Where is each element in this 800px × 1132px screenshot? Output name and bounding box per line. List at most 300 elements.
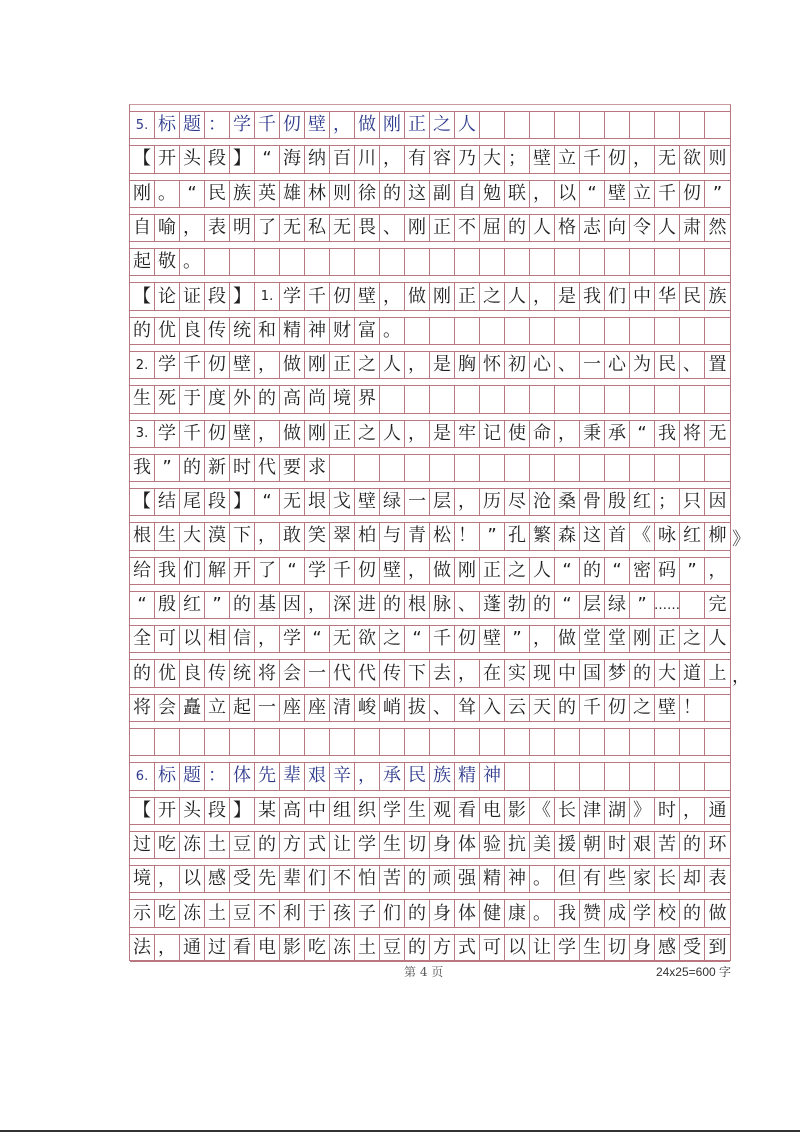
grid-cell: 现 <box>530 660 555 686</box>
grid-cell: 电 <box>480 798 505 824</box>
grid-cell: 实 <box>505 660 530 686</box>
text-row <box>130 414 730 448</box>
grid-cell: 青 <box>405 523 430 549</box>
grid-cell: 湖 <box>605 798 630 824</box>
grid-cell: 传 <box>380 660 405 686</box>
text-row <box>130 482 730 516</box>
grid-cell: 是 <box>430 352 455 378</box>
grid-cell: ， <box>405 352 430 378</box>
grid-cell: 殷 <box>605 489 630 515</box>
grid-cell: 过 <box>130 832 155 858</box>
grid-cell <box>380 249 405 275</box>
grid-cell: 正 <box>430 215 455 241</box>
grid-cell: ， <box>255 352 280 378</box>
grid-cell <box>605 112 630 138</box>
grid-cell <box>455 386 480 412</box>
grid-cell: 组 <box>330 798 355 824</box>
grid-cell: 屈 <box>480 215 505 241</box>
grid-cell: ， <box>305 592 330 618</box>
grid-cell: 进 <box>355 592 380 618</box>
grid-cell <box>380 455 405 481</box>
grid-cell: 人 <box>530 215 555 241</box>
row-cells <box>130 866 730 893</box>
row-spacer-strip <box>130 551 730 558</box>
grid-cell <box>305 249 330 275</box>
grid-cell: 身 <box>630 935 655 961</box>
grid-cell <box>555 729 580 755</box>
grid-cell: 标 <box>155 112 180 138</box>
grid-cell: 红 <box>180 592 205 618</box>
grid-cell: 然 <box>708 216 727 238</box>
grid-cell: 肃 <box>680 215 705 241</box>
grid-cell: 吃 <box>155 832 180 858</box>
grid-cell: ； <box>505 146 530 172</box>
grid-cell: ， <box>155 935 180 961</box>
grid-cell: 解 <box>205 558 230 584</box>
grid-cell: 时 <box>655 798 680 824</box>
grid-cell: 抗 <box>505 832 530 858</box>
grid-cell: 起 <box>130 249 155 275</box>
grid-cell <box>530 318 555 344</box>
grid-cell: 柏 <box>355 523 380 549</box>
grid-cell: 森 <box>555 523 580 549</box>
grid-cell <box>605 763 630 789</box>
grid-cell: 生 <box>130 386 155 412</box>
grid-cell: “ <box>630 421 655 447</box>
grid-cell <box>580 318 605 344</box>
grid-cell: 高 <box>280 386 305 412</box>
text-row <box>130 242 730 276</box>
grid-cell: 方 <box>280 832 305 858</box>
grid-cell: 人 <box>380 352 405 378</box>
grid-cell: 雄 <box>280 181 305 207</box>
text-row <box>130 893 730 927</box>
grid-cell <box>405 455 430 481</box>
grid-cell: 戈 <box>330 489 355 515</box>
grid-cell: 民 <box>405 763 430 789</box>
grid-cell: 土 <box>205 900 230 926</box>
grid-cell: 刚 <box>405 215 430 241</box>
row-spacer-strip <box>130 585 730 592</box>
grid-cell: 将 <box>680 421 705 447</box>
row-cells <box>130 763 730 790</box>
grid-cell: 百 <box>330 146 355 172</box>
grid-cell: 们 <box>305 866 330 892</box>
grid-cell: 【 <box>130 489 155 515</box>
grid-cell <box>680 112 705 138</box>
grid-cell: 无 <box>708 422 727 444</box>
grid-cell: 将 <box>255 660 280 686</box>
grid-cell: 学 <box>155 352 180 378</box>
grid-cell: 族 <box>708 285 727 307</box>
grid-cell: 受 <box>680 935 705 961</box>
grid-cell: 】 <box>230 798 255 824</box>
row-spacer-strip <box>130 345 730 352</box>
grid-cell <box>530 112 555 138</box>
row-cells <box>130 626 730 653</box>
grid-cell: ： <box>205 763 230 789</box>
grid-cell: 利 <box>280 900 305 926</box>
grid-cell: “ <box>255 146 280 172</box>
grid-cell: 绿 <box>605 592 630 618</box>
grid-cell: 族 <box>230 181 255 207</box>
grid-cell: 上 <box>708 662 727 684</box>
grid-cell: 、 <box>555 352 580 378</box>
grid-cell: 首 <box>605 523 630 549</box>
grid-cell: 吃 <box>305 935 330 961</box>
grid-cell: 康 <box>505 900 530 926</box>
grid-cell: 的 <box>530 592 555 618</box>
grid-cell: 以 <box>180 626 205 652</box>
row-cells <box>130 489 730 516</box>
grid-cell: 到 <box>708 936 727 958</box>
grid-cell: 们 <box>180 558 205 584</box>
grid-cell: 体 <box>230 763 255 789</box>
grid-cell <box>605 249 630 275</box>
grid-cell: 向 <box>605 215 630 241</box>
grid-cell: 座 <box>280 695 305 721</box>
text-row <box>130 311 730 345</box>
grid-cell: 承 <box>380 763 405 789</box>
grid-cell: 云 <box>505 695 530 721</box>
grid-cell: 看 <box>230 935 255 961</box>
grid-cell <box>705 318 730 344</box>
grid-cell: 的 <box>405 866 430 892</box>
row-cells <box>130 832 730 859</box>
grid-cell: 红 <box>680 523 705 549</box>
grid-cell: 漠 <box>205 523 230 549</box>
grid-cell <box>430 729 455 755</box>
grid-cell: 援 <box>555 832 580 858</box>
grid-cell: 辛 <box>330 763 355 789</box>
grid-cell: 过 <box>205 935 230 961</box>
grid-cell: ， <box>355 763 380 789</box>
grid-cell: 私 <box>305 215 330 241</box>
grid-cell: 开 <box>155 146 180 172</box>
grid-cell: 学 <box>630 900 655 926</box>
grid-cell <box>580 112 605 138</box>
grid-cell: 学 <box>280 626 305 652</box>
grid-cell: 3. <box>130 421 155 447</box>
grid-cell: 证 <box>180 283 205 309</box>
grid-cell: ” <box>155 455 180 481</box>
grid-cell: 为 <box>630 352 655 378</box>
grid-cell: 、 <box>680 352 705 378</box>
grid-cell <box>455 318 480 344</box>
grid-cell: 身 <box>430 832 455 858</box>
grid-cell: 刚 <box>305 352 330 378</box>
grid-cell: 深 <box>330 592 355 618</box>
row-spacer-strip <box>130 653 730 660</box>
grid-cell: 可 <box>155 626 180 652</box>
grid-cell: 尾 <box>180 489 205 515</box>
grid-cell: 以 <box>505 935 530 961</box>
grid-cell: 们 <box>605 283 630 309</box>
grid-cell: 这 <box>405 181 430 207</box>
grid-cell: 正 <box>405 112 430 138</box>
grid-cell: “ <box>180 181 205 207</box>
row-cells <box>130 181 730 208</box>
text-row <box>130 722 730 756</box>
grid-cell: 千 <box>580 695 605 721</box>
grid-cell: 千 <box>180 352 205 378</box>
grid-cell: 切 <box>605 935 630 961</box>
row-spacer-strip <box>130 379 730 386</box>
row-spacer-strip <box>130 242 730 249</box>
grid-cell: 头 <box>180 798 205 824</box>
grid-cell <box>605 318 630 344</box>
grid-cell: 中 <box>630 283 655 309</box>
grid-cell: “ <box>605 558 630 584</box>
grid-cell <box>655 386 680 412</box>
grid-cell: 感 <box>655 935 680 961</box>
grid-cell: 勃 <box>505 592 530 618</box>
row-cells <box>130 798 730 825</box>
row-cells <box>130 421 730 448</box>
grid-cell: 财 <box>330 318 355 344</box>
grid-cell <box>505 386 530 412</box>
grid-cell: 自 <box>130 215 155 241</box>
grid-cell: 完 <box>708 594 727 616</box>
grid-cell: 仞 <box>330 283 355 309</box>
grid-cell <box>480 455 505 481</box>
grid-cell: 欲 <box>680 146 705 172</box>
grid-cell: 密 <box>630 558 655 584</box>
grid-cell: 的 <box>505 215 530 241</box>
row-spacer-strip <box>130 688 730 695</box>
grid-cell <box>555 386 580 412</box>
grid-cell: 织 <box>355 798 380 824</box>
grid-cell: 勉 <box>480 181 505 207</box>
grid-cell: 头 <box>180 146 205 172</box>
grid-cell: 神 <box>505 866 530 892</box>
grid-cell: 则 <box>330 181 355 207</box>
grid-cell: 生 <box>405 798 430 824</box>
grid-cell: 统 <box>230 318 255 344</box>
grid-cell <box>255 729 280 755</box>
grid-cell: 们 <box>380 900 405 926</box>
grid-cell: 无 <box>280 215 305 241</box>
grid-cell: 学 <box>230 112 255 138</box>
grid-cell: 敢 <box>280 523 305 549</box>
grid-cell: 标 <box>155 763 180 789</box>
grid-cell <box>405 386 430 412</box>
grid-cell <box>655 763 680 789</box>
grid-cell: 人 <box>455 112 480 138</box>
grid-cell: 开 <box>155 798 180 824</box>
grid-cell: 层 <box>580 592 605 618</box>
grid-cell: 良 <box>180 318 205 344</box>
grid-cell: 之 <box>355 421 380 447</box>
grid-cell <box>655 318 680 344</box>
grid-cell: 成 <box>605 900 630 926</box>
grid-cell: 自 <box>455 181 480 207</box>
grid-cell <box>205 249 230 275</box>
grid-cell: 身 <box>430 900 455 926</box>
grid-cell: 于 <box>180 386 205 412</box>
grid-cell: 影 <box>280 935 305 961</box>
grid-cell: ， <box>380 146 405 172</box>
grid-cell: 做 <box>708 902 727 924</box>
grid-cell: 让 <box>330 832 355 858</box>
grid-cell: 繁 <box>530 523 555 549</box>
grid-cell: 体 <box>455 832 480 858</box>
grid-cell: 冻 <box>180 900 205 926</box>
grid-cell: 某 <box>255 798 280 824</box>
grid-cell: 笑 <box>305 523 330 549</box>
grid-cell: 只 <box>680 489 705 515</box>
title-row <box>130 105 730 139</box>
grid-cell: 沧 <box>530 489 555 515</box>
grid-cell: 仞 <box>605 146 630 172</box>
grid-cell: 生 <box>380 832 405 858</box>
text-row <box>130 208 730 242</box>
grid-cell: 峭 <box>380 695 405 721</box>
grid-cell: 孔 <box>505 523 530 549</box>
grid-cell <box>430 455 455 481</box>
grid-cell <box>630 729 655 755</box>
grid-cell: 段 <box>205 798 230 824</box>
grid-cell <box>480 729 505 755</box>
grid-cell: 法 <box>130 935 155 961</box>
grid-cell <box>705 729 730 755</box>
grid-cell: 喻 <box>155 215 180 241</box>
grid-cell: 刚 <box>305 421 330 447</box>
grid-cell: 做 <box>280 421 305 447</box>
grid-cell: 受 <box>230 866 255 892</box>
grid-cell: 立 <box>555 146 580 172</box>
grid-cell: 要 <box>280 455 305 481</box>
grid-cell: ， <box>330 112 355 138</box>
grid-cell: 2. <box>130 352 155 378</box>
grid-cell: 5. <box>130 112 155 138</box>
grid-cell: 学 <box>380 798 405 824</box>
grid-cell: 仞 <box>355 558 380 584</box>
grid-cell: ” <box>480 523 505 549</box>
grid-cell <box>180 729 205 755</box>
grid-cell <box>555 318 580 344</box>
grid-cell: 给 <box>130 558 155 584</box>
grid-cell: 健 <box>480 900 505 926</box>
grid-cell: 翠 <box>330 523 355 549</box>
grid-cell: 耸 <box>455 695 480 721</box>
character-count-label: 24x25=600 字 <box>655 965 731 979</box>
grid-cell: 的 <box>255 386 280 412</box>
grid-cell <box>505 249 530 275</box>
grid-cell: 正 <box>455 283 480 309</box>
grid-cell: 林 <box>305 181 330 207</box>
grid-cell: 求 <box>305 455 330 481</box>
grid-cell: “ <box>255 489 280 515</box>
grid-cell: 长 <box>655 866 680 892</box>
grid-cell: 千 <box>255 112 280 138</box>
grid-cell: 一 <box>405 489 430 515</box>
grid-cell <box>580 386 605 412</box>
grid-cell <box>480 318 505 344</box>
grid-cell: 人 <box>505 283 530 309</box>
row-spacer-strip <box>130 859 730 866</box>
grid-cell <box>480 386 505 412</box>
row-cells <box>130 695 730 722</box>
grid-cell: 矗 <box>180 695 205 721</box>
grid-cell: 与 <box>380 523 405 549</box>
grid-cell: 在 <box>480 660 505 686</box>
grid-cell: “ <box>555 558 580 584</box>
grid-cell: 千 <box>305 283 330 309</box>
grid-cell: 之 <box>505 558 530 584</box>
grid-cell <box>305 729 330 755</box>
grid-cell: 【 <box>130 798 155 824</box>
grid-cell: 联 <box>505 181 530 207</box>
grid-cell: 的 <box>405 900 430 926</box>
grid-cell: ， <box>180 215 205 241</box>
row-spacer-strip <box>130 482 730 489</box>
grid-cell <box>605 729 630 755</box>
grid-cell: 堂 <box>605 626 630 652</box>
grid-cell <box>430 318 455 344</box>
row-cells <box>130 112 730 139</box>
grid-cell: 豆 <box>230 900 255 926</box>
grid-cell: 看 <box>455 798 480 824</box>
grid-cell: 正 <box>330 352 355 378</box>
grid-cell: 的 <box>680 900 705 926</box>
grid-cell: 先 <box>255 866 280 892</box>
grid-cell: 辈 <box>280 866 305 892</box>
grid-cell: 仞 <box>680 181 705 207</box>
row-cells <box>130 318 730 345</box>
grid-cell: 表 <box>708 868 727 890</box>
grid-cell: ” <box>630 592 655 618</box>
grid-cell <box>655 729 680 755</box>
grid-cell: 《 <box>530 798 555 824</box>
grid-cell: 豆 <box>380 935 405 961</box>
grid-cell <box>455 729 480 755</box>
grid-cell: 死 <box>155 386 180 412</box>
grid-cell: 不 <box>330 866 355 892</box>
grid-cell: 表 <box>205 215 230 241</box>
grid-cell <box>680 592 705 618</box>
manuscript-grid-sheet <box>129 104 750 961</box>
text-row <box>130 825 730 859</box>
grid-cell <box>605 386 630 412</box>
grid-cell: 欲 <box>355 626 380 652</box>
grid-cell: 验 <box>480 832 505 858</box>
grid-cell <box>605 455 630 481</box>
grid-cell: 时 <box>230 455 255 481</box>
grid-cell: 殷 <box>155 592 180 618</box>
grid-cell: 】 <box>230 146 255 172</box>
grid-cell <box>530 763 555 789</box>
grid-cell: 做 <box>405 283 430 309</box>
grid-cell <box>680 455 705 481</box>
grid-cell: 信 <box>230 626 255 652</box>
grid-cell: 千 <box>430 626 455 652</box>
grid-cell: 置 <box>708 354 727 376</box>
grid-cell: 仞 <box>205 352 230 378</box>
grid-cell: 立 <box>205 695 230 721</box>
grid-cell: 容 <box>430 146 455 172</box>
grid-cell <box>155 729 180 755</box>
grid-cell: 骨 <box>580 489 605 515</box>
grid-cell <box>405 249 430 275</box>
grid-cell: ” <box>205 592 230 618</box>
grid-cell: ： <box>205 112 230 138</box>
grid-cell: 家 <box>630 866 655 892</box>
grid-cell: 天 <box>530 695 555 721</box>
grid-cell: “ <box>555 592 580 618</box>
grid-cell: ， <box>530 626 555 652</box>
grid-cell: 土 <box>355 935 380 961</box>
